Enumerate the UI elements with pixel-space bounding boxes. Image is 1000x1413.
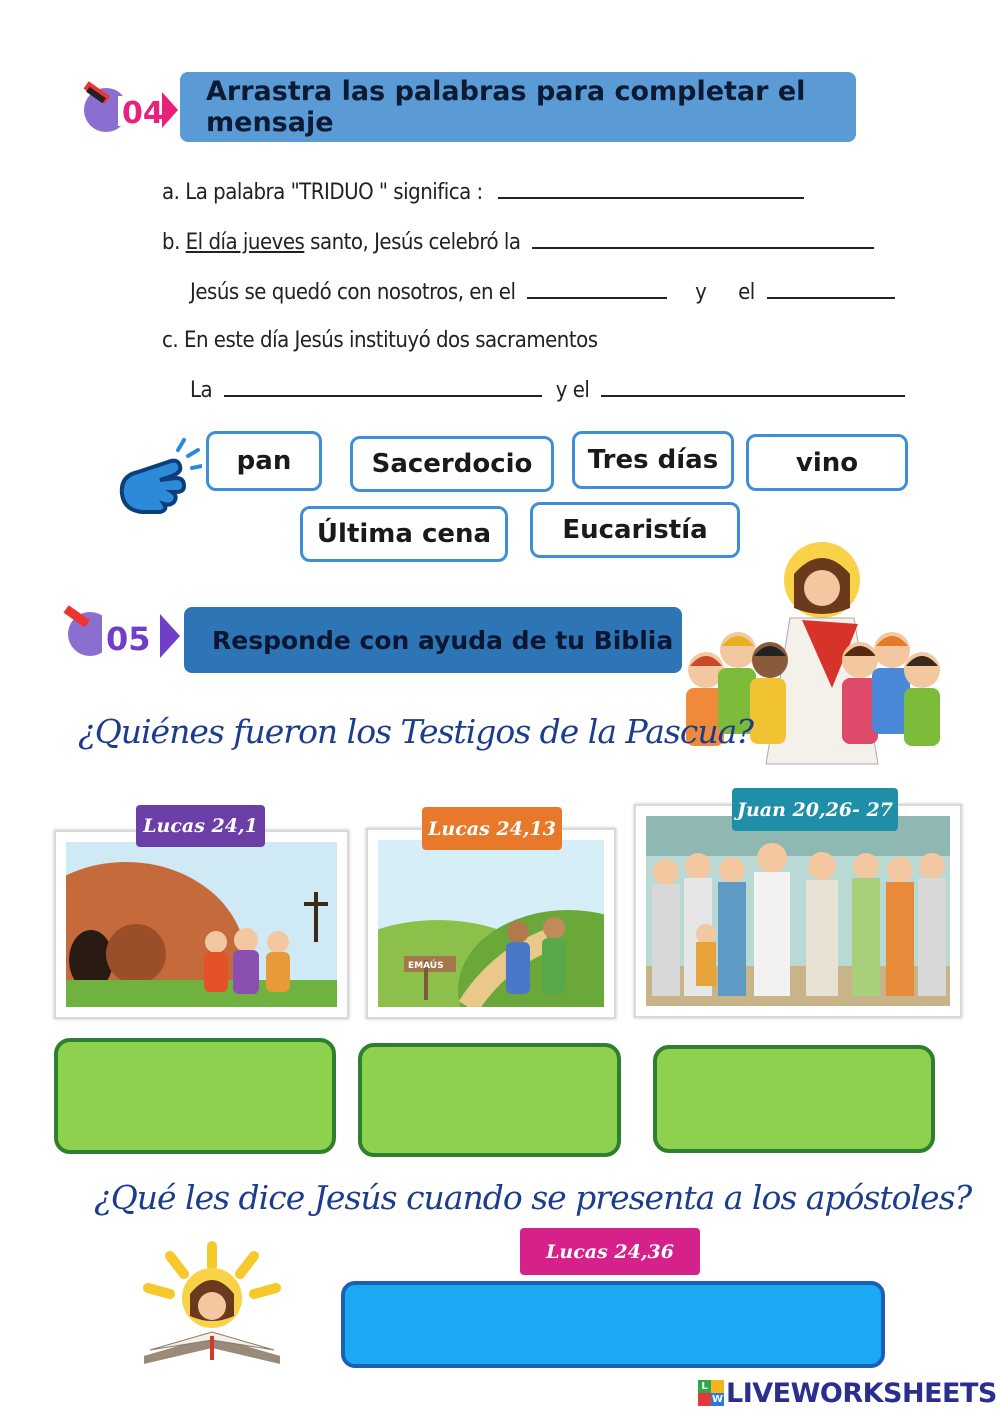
question-what-jesus-says: ¿Qué les dice Jesús cuando se presenta a los apóstoles? [94,1178,972,1217]
reference-text: Lucas 24,13 [428,817,556,840]
section-4-title: Arrastra las palabras para completar el mensaje [206,76,806,138]
answer-box-lucas-24-1[interactable] [54,1038,336,1154]
word-chip-ultima-cena[interactable] [300,506,508,562]
question-witnesses: ¿Quiénes fueron los Testigos de la Pascua? [78,712,753,751]
liveworksheets-logo-icon [698,1380,724,1406]
svg-text:05: 05 [106,620,151,658]
reference-tag-juan-20-26-27 [732,788,898,831]
pencil-icon [78,78,178,138]
logo-square-red [698,1393,711,1406]
question-b2-join: y [695,280,707,305]
section-5-number-badge [60,604,160,664]
word-chip-label: Eucaristía [562,515,708,545]
reference-text: Lucas 24,1 [143,815,258,837]
reference-tag-lucas-24-13 [422,807,562,850]
blank-pan[interactable] [527,296,667,299]
word-chip-sacerdocio[interactable] [350,436,554,492]
section-5-title: Responde con ayuda de tu Biblia [212,625,674,655]
word-chip-label: Tres días [587,445,719,475]
logo-square-yellow [711,1380,724,1393]
blank-ultima-cena[interactable] [532,246,874,249]
reference-text: Lucas 24,36 [546,1240,674,1263]
question-c2-join: y el [555,378,590,403]
question-b-line-2 [190,280,895,305]
emmaus-road-image [366,828,616,1019]
word-chip-pan[interactable] [206,431,322,491]
blank-sacerdocio[interactable] [601,394,905,397]
pointing-hand-icon [112,432,202,516]
question-c-text: c. En este día Jesús instituyó dos sacramentos [162,328,598,353]
question-c2-prefix: La [190,378,213,403]
question-b2-join2: el [738,280,755,305]
svg-text:EMAÚS: EMAÚS [408,961,444,971]
question-a-line [162,180,804,205]
question-b2-text: Jesús se quedó con nosotros, en el [190,280,516,305]
question-b-marker: b. [162,230,180,255]
word-chip-label: Última cena [316,519,492,549]
reference-tag-lucas-24-36 [520,1228,700,1275]
word-chip-tres-dias[interactable] [572,431,734,489]
question-b-underlined: El día jueves [185,230,305,255]
reference-tag-lucas-24-1 [136,805,265,847]
word-chip-label: pan [236,446,292,476]
tomb-women-image [54,830,349,1019]
pencil-icon [60,604,180,664]
jesus-bible-illustration [140,1236,290,1366]
word-chip-vino[interactable] [746,434,908,491]
question-c-line-1 [162,328,598,353]
liveworksheets-logo [698,1376,997,1410]
blank-eucaristia[interactable] [224,394,542,397]
question-b-line-1 [162,230,874,255]
question-b-text: santo, Jesús celebró la [310,230,521,255]
answer-box-lucas-24-36[interactable] [341,1281,885,1368]
word-chip-label: vino [795,447,859,478]
logo-letter-w: W [711,1394,724,1405]
logo-letter-l: L [698,1380,711,1393]
reference-text: Juan 20,26- 27 [737,798,893,821]
question-a-text: a. La palabra "TRIDUO " significa : [162,180,483,205]
section-4-number-badge [78,78,178,138]
section-5-title-bar [184,607,682,673]
word-chip-label: Sacerdocio [371,449,533,479]
answer-box-lucas-24-13[interactable] [358,1043,621,1157]
blank-vino[interactable] [767,296,895,299]
section-4-title-bar [180,72,856,142]
question-c-line-2 [190,378,905,403]
answer-box-juan-20-26[interactable] [653,1045,935,1153]
thomas-apostles-image [634,804,962,1018]
blank-triduo[interactable] [498,196,804,199]
liveworksheets-brand: LIVEWORKSHEETS [726,1377,997,1409]
svg-text:04: 04 [122,96,164,131]
